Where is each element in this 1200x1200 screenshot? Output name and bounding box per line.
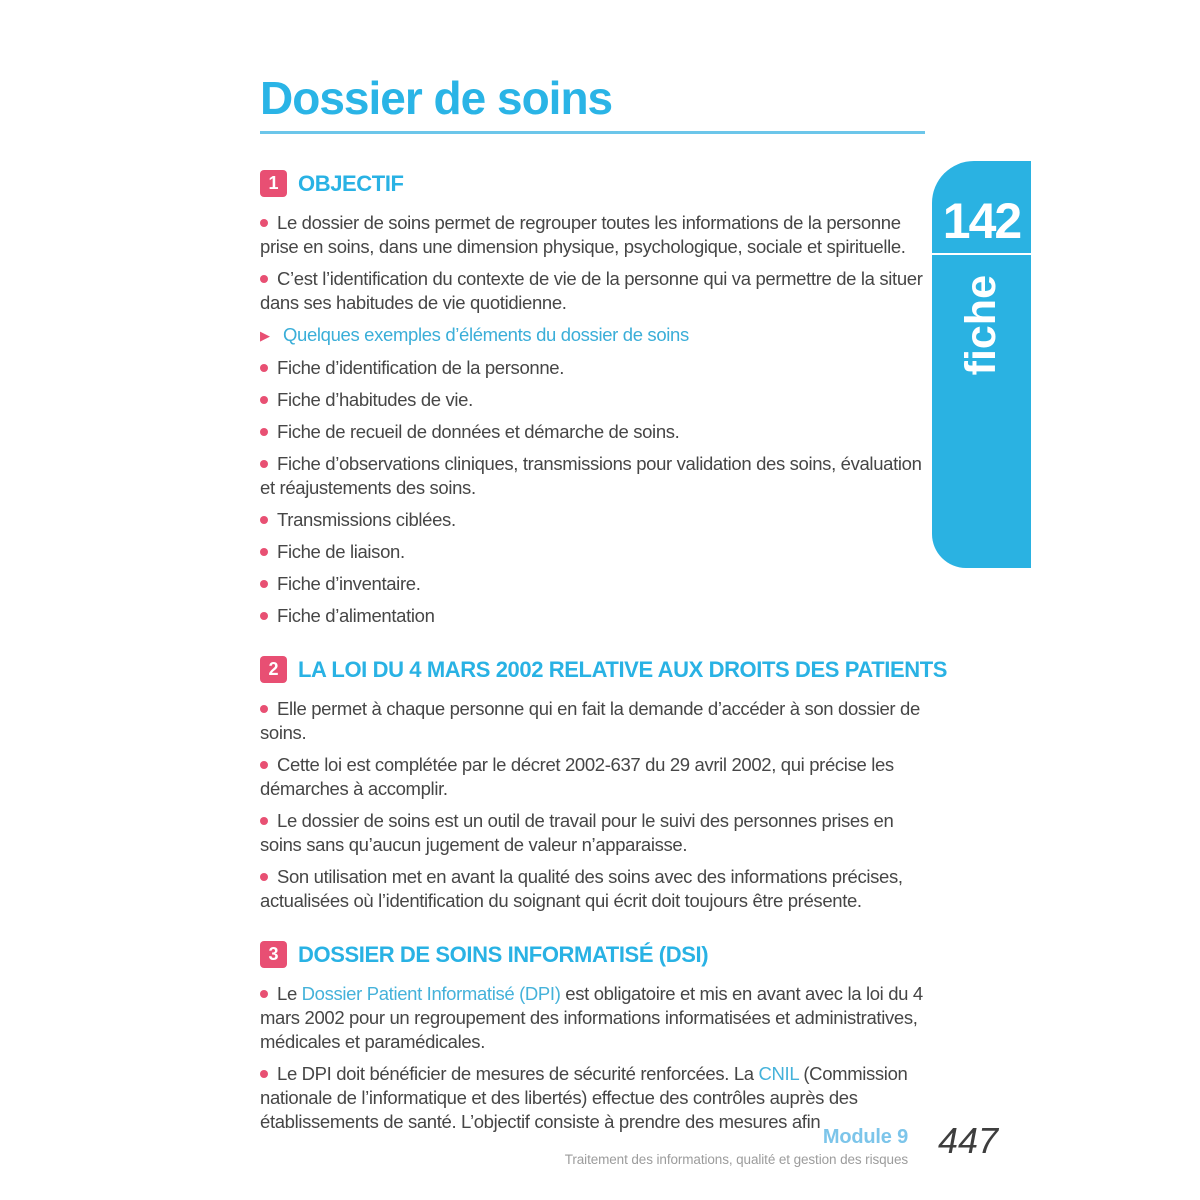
bullet-text: (Commission nationale de l’informatique et des libertés) effectue des contrôles auprès des établissements de santé. L’objectif consiste à prendre des mesures afin <box>260 1063 908 1133</box>
bullet-item <box>260 508 925 532</box>
bullet-icon <box>260 219 268 227</box>
bullet-text: Fiche de liaison. <box>277 541 405 563</box>
bullet-text: Le dossier de soins est un outil de travail pour le suivi des personnes prises en soins sans qu’aucun jugement de valeur n’apparaisse. <box>260 810 894 856</box>
arrow-text: Quelques exemples d’éléments du dossier de soins <box>283 324 689 346</box>
section-title: OBJECTIF <box>298 170 404 196</box>
bullet-icon <box>260 364 268 372</box>
bullet-text: Le dossier de soins permet de regrouper toutes les informations de la personne prise en soins, dans une dimension physique, psychologique, sociale et spirituelle. <box>260 212 906 258</box>
bullet-text: Fiche d’observations cliniques, transmissions pour validation des soins, évaluation et réajustements des soins. <box>260 453 922 499</box>
fiche-number: 142 <box>942 193 1021 249</box>
bullet-icon <box>260 396 268 404</box>
bullet-icon <box>260 428 268 436</box>
bullet-item <box>260 982 925 1054</box>
inline-term-dpi: Dossier Patient Informatisé (DPI) <box>301 983 561 1005</box>
section-2-heading <box>260 656 948 683</box>
bullet-icon <box>260 275 268 283</box>
main-content <box>260 0 948 1142</box>
bullet-icon <box>260 873 268 881</box>
footer <box>428 1126 908 1167</box>
bullet-icon <box>260 761 268 769</box>
bullet-item <box>260 865 925 913</box>
bullet-item <box>260 267 925 315</box>
section-title: LA LOI DU 4 MARS 2002 RELATIVE AUX DROITS DES PATIENTS <box>298 656 948 682</box>
section-3-heading <box>260 941 925 968</box>
bullet-icon <box>260 612 268 620</box>
fiche-tab-divider <box>932 253 1031 255</box>
bullet-text: Fiche d’inventaire. <box>277 573 421 595</box>
bullet-icon <box>260 705 268 713</box>
bullet-icon <box>260 548 268 556</box>
bullet-item <box>260 211 925 259</box>
bullet-text: Son utilisation met en avant la qualité des soins avec des informations précises, actualisées où l’identification du soignant qui écrit doit toujours être présente. <box>260 866 903 912</box>
bullet-item <box>260 809 925 857</box>
section-number-badge: 2 <box>260 656 287 683</box>
fiche-label-wrap <box>932 259 1031 391</box>
bullet-icon <box>260 516 268 524</box>
bullet-text: Cette loi est complétée par le décret 2002-637 du 29 avril 2002, qui précise les démarches à accomplir. <box>260 754 894 800</box>
bullet-item <box>260 388 925 412</box>
page-title: Dossier de soins <box>260 74 925 134</box>
bullet-icon <box>260 580 268 588</box>
bullet-icon <box>260 460 268 468</box>
bullet-item <box>260 697 925 745</box>
bullet-text: est obligatoire et mis en avant avec la loi du 4 mars 2002 pour un regroupement des informations informatisées et administratives, médicales et paramédicales. <box>260 983 923 1053</box>
bullet-text: Fiche d’identification de la personne. <box>277 357 565 379</box>
inline-term-cnil: CNIL <box>758 1063 799 1085</box>
bullet-item <box>260 452 925 500</box>
fiche-tab <box>932 161 1031 568</box>
bullet-text: Fiche de recueil de données et démarche de soins. <box>277 421 680 443</box>
bullet-text: Fiche d’habitudes de vie. <box>277 389 473 411</box>
fiche-label: fiche <box>957 274 1005 376</box>
bullet-item <box>260 1062 925 1134</box>
bullet-icon <box>260 990 268 998</box>
bullet-item <box>260 420 925 444</box>
section-title: DOSSIER DE SOINS INFORMATISÉ (DSI) <box>298 941 709 967</box>
arrow-icon: ▶ <box>260 328 270 344</box>
bullet-text: Le <box>277 983 302 1005</box>
bullet-text: Elle permet à chaque personne qui en fait la demande d’accéder à son dossier de soins. <box>260 698 920 744</box>
footer-subtitle: Traitement des informations, qualité et gestion des risques <box>564 1152 908 1167</box>
bullet-text: Fiche d’alimentation <box>277 605 435 627</box>
bullet-item <box>260 540 925 564</box>
bullet-item <box>260 572 925 596</box>
section-1-heading <box>260 170 925 197</box>
bullet-item <box>260 604 925 628</box>
page-number: 447 <box>938 1120 999 1161</box>
bullet-item <box>260 356 925 380</box>
arrow-item <box>260 323 925 348</box>
bullet-text: Transmissions ciblées. <box>277 509 456 531</box>
bullet-text: Le DPI doit bénéficier de mesures de sécurité renforcées. La <box>277 1063 759 1085</box>
bullet-item <box>260 753 925 801</box>
section-number-badge: 3 <box>260 941 287 968</box>
bullet-icon <box>260 1070 268 1078</box>
section-number-badge: 1 <box>260 170 287 197</box>
footer-module: Module 9 <box>822 1126 908 1148</box>
bullet-icon <box>260 817 268 825</box>
bullet-text: C’est l’identification du contexte de vie de la personne qui va permettre de la situer dans ses habitudes de vie quotidienne. <box>260 268 923 314</box>
